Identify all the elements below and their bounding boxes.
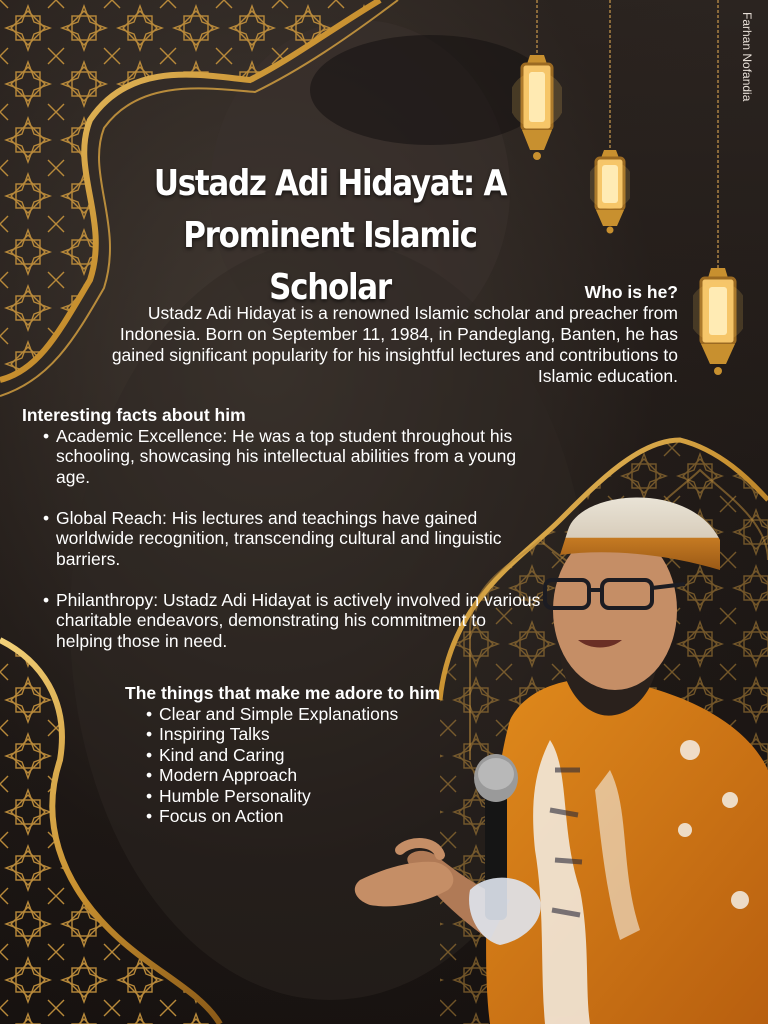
who-section — [78, 282, 678, 387]
hanging-lantern-icon — [693, 0, 743, 380]
fact-item: • Academic Excellence: He was a top student throughout his schooling, showcasing his intellectual abilities from a young age. — [22, 426, 546, 488]
fact-item: • Global Reach: His lectures and teachings have gained worldwide recognition, transcending cultural and linguistic barriers. — [22, 508, 546, 570]
who-heading: Who is he? — [584, 282, 678, 302]
adore-heading: The things that make me adore to him — [125, 683, 441, 703]
adore-item: • Kind and Caring — [125, 745, 525, 766]
poster-title: Ustadz Adi Hidayat: A Prominent Islamic Scholar — [153, 163, 507, 308]
facts-heading: Interesting facts about him — [22, 405, 246, 425]
scholar-portrait — [340, 470, 768, 1024]
photo-credit: Farhan Nofandia — [740, 12, 754, 102]
hanging-lantern-icon — [512, 0, 562, 165]
hanging-lantern-icon — [590, 0, 630, 235]
fact-item: • Philanthropy: Ustadz Adi Hidayat is actively involved in various charitable endeavors, demonstrating his commitment to helping those in need. — [22, 590, 546, 652]
adore-item: • Clear and Simple Explanations — [125, 704, 525, 725]
adore-item: • Inspiring Talks — [125, 724, 525, 745]
adore-item: • Focus on Action — [125, 806, 525, 827]
who-text: Ustadz Adi Hidayat is a renowned Islamic scholar and preacher from Indonesia. Born on September 11, 1984, in Pandeglang, Banten, he has gained significant popularity for his insightful lectures and contributions to Islamic education. — [111, 303, 678, 386]
adore-item: • Humble Personality — [125, 786, 525, 807]
adore-item: • Modern Approach — [125, 765, 525, 786]
